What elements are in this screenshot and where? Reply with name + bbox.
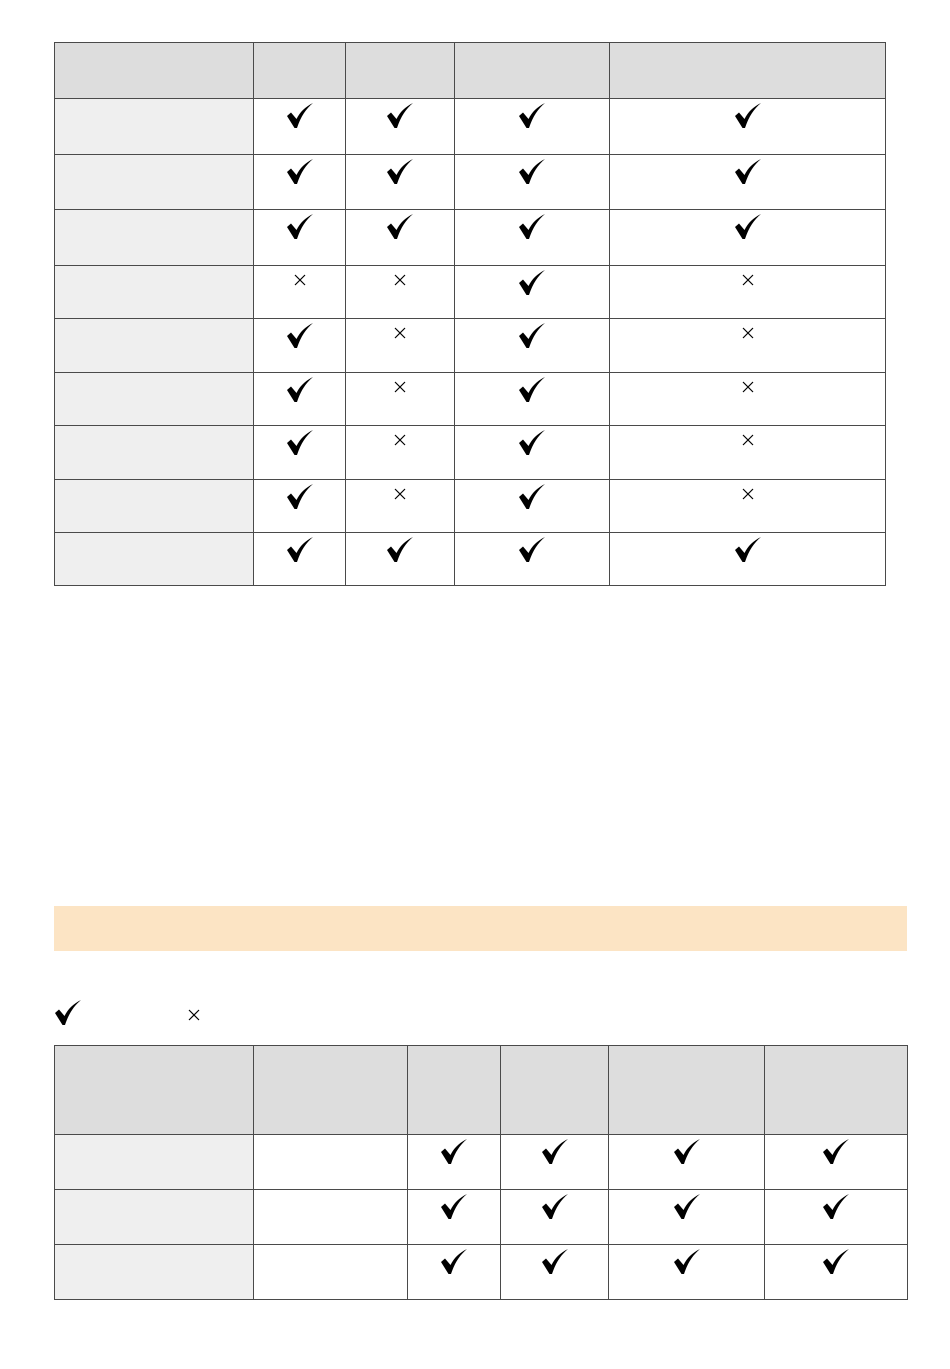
- row-header-cell: [55, 210, 254, 266]
- table-cell: [408, 1190, 501, 1245]
- check-icon: [734, 537, 762, 563]
- legend: [54, 1000, 354, 1030]
- check-icon: [286, 214, 314, 240]
- table-cell: [501, 1245, 609, 1300]
- header-cell: [455, 43, 610, 99]
- table-cell: [346, 426, 455, 480]
- header-cell: [610, 43, 886, 99]
- header-cell: [254, 43, 346, 99]
- table-cell: [610, 99, 886, 155]
- check-icon: [286, 159, 314, 185]
- cross-icon: [394, 327, 406, 339]
- table-cell: [254, 373, 346, 426]
- check-icon: [286, 430, 314, 456]
- table-cell: [610, 210, 886, 266]
- table-cell: [408, 1245, 501, 1300]
- function-table-2: [54, 1045, 908, 1300]
- function-table-1: [54, 42, 886, 586]
- table-cell: [254, 1245, 408, 1300]
- table-row: [55, 373, 886, 426]
- table-row: [55, 533, 886, 586]
- table-cell: [455, 533, 610, 586]
- table-row: [55, 480, 886, 533]
- row-header-cell: [55, 1245, 254, 1300]
- table-row: [55, 1190, 908, 1245]
- table-cell: [346, 319, 455, 373]
- check-icon: [673, 1139, 701, 1165]
- check-icon: [286, 323, 314, 349]
- table-cell: [609, 1190, 765, 1245]
- check-icon: [518, 430, 546, 456]
- check-icon: [518, 159, 546, 185]
- table-cell: [765, 1135, 908, 1190]
- check-icon: [822, 1249, 850, 1275]
- cross-icon: [394, 434, 406, 446]
- row-header-cell: [55, 155, 254, 210]
- check-icon: [518, 270, 546, 296]
- table-cell: [610, 533, 886, 586]
- check-icon: [440, 1194, 468, 1220]
- table-cell: [455, 99, 610, 155]
- table-cell: [346, 533, 455, 586]
- check-icon: [518, 214, 546, 240]
- table-cell: [765, 1245, 908, 1300]
- table-row: [55, 210, 886, 266]
- table-cell: [455, 210, 610, 266]
- table-row: [55, 99, 886, 155]
- row-header-cell: [55, 480, 254, 533]
- cross-icon: [742, 381, 754, 393]
- check-icon: [734, 214, 762, 240]
- header-cell: [609, 1046, 765, 1135]
- header-cell: [501, 1046, 609, 1135]
- table-cell: [408, 1135, 501, 1190]
- table-cell: [254, 319, 346, 373]
- cross-icon: [742, 434, 754, 446]
- table-cell: [346, 99, 455, 155]
- cross-icon: [188, 1008, 200, 1026]
- table-cell: [609, 1135, 765, 1190]
- cross-icon: [394, 488, 406, 500]
- table-cell: [254, 533, 346, 586]
- check-icon: [822, 1194, 850, 1220]
- table-cell: [254, 155, 346, 210]
- check-icon: [822, 1139, 850, 1165]
- table-cell: [254, 210, 346, 266]
- table-header-row: [55, 1046, 908, 1135]
- row-header-cell: [55, 1135, 254, 1190]
- table-cell: [609, 1245, 765, 1300]
- check-icon: [518, 377, 546, 403]
- check-icon: [541, 1249, 569, 1275]
- header-cell: [408, 1046, 501, 1135]
- table-cell: [455, 480, 610, 533]
- row-header-cell: [55, 319, 254, 373]
- cross-icon: [742, 274, 754, 286]
- table-cell: [610, 319, 886, 373]
- table-cell: [455, 266, 610, 319]
- table-cell: [346, 480, 455, 533]
- check-icon: [673, 1194, 701, 1220]
- table-cell: [455, 373, 610, 426]
- section-heading-banner: [54, 906, 907, 951]
- check-icon: [541, 1139, 569, 1165]
- table-cell: [501, 1135, 609, 1190]
- table-cell: [610, 426, 886, 480]
- check-icon: [734, 159, 762, 185]
- check-icon: [734, 103, 762, 129]
- table-cell: [254, 480, 346, 533]
- table-row: [55, 266, 886, 319]
- table-cell: [254, 1190, 408, 1245]
- check-icon: [440, 1139, 468, 1165]
- check-icon: [518, 537, 546, 563]
- cross-icon: [394, 381, 406, 393]
- table-cell: [254, 99, 346, 155]
- check-icon: [518, 323, 546, 349]
- table-row: [55, 319, 886, 373]
- check-icon: [386, 159, 414, 185]
- row-header-cell: [55, 99, 254, 155]
- row-header-cell: [55, 266, 254, 319]
- header-cell: [55, 43, 254, 99]
- table-row: [55, 426, 886, 480]
- table-cell: [346, 266, 455, 319]
- table-cell: [765, 1190, 908, 1245]
- row-header-cell: [55, 373, 254, 426]
- check-icon: [286, 377, 314, 403]
- table-cell: [610, 266, 886, 319]
- table-cell: [501, 1190, 609, 1245]
- table-cell: [455, 155, 610, 210]
- header-cell: [254, 1046, 408, 1135]
- check-icon: [386, 103, 414, 129]
- check-icon: [541, 1194, 569, 1220]
- header-cell: [346, 43, 455, 99]
- check-icon: [386, 214, 414, 240]
- check-icon: [518, 484, 546, 510]
- table-cell: [610, 480, 886, 533]
- row-header-cell: [55, 533, 254, 586]
- table-cell: [254, 426, 346, 480]
- table-cell: [346, 210, 455, 266]
- table-cell: [610, 155, 886, 210]
- row-header-cell: [55, 426, 254, 480]
- table-header-row: [55, 43, 886, 99]
- check-icon: [286, 103, 314, 129]
- header-cell: [765, 1046, 908, 1135]
- table-row: [55, 155, 886, 210]
- check-icon: [54, 1000, 82, 1031]
- cross-icon: [742, 488, 754, 500]
- table-cell: [254, 266, 346, 319]
- row-header-cell: [55, 1190, 254, 1245]
- check-icon: [286, 484, 314, 510]
- cross-icon: [394, 274, 406, 286]
- table-cell: [455, 426, 610, 480]
- table-cell: [346, 373, 455, 426]
- check-icon: [386, 537, 414, 563]
- table-cell: [610, 373, 886, 426]
- cross-icon: [742, 327, 754, 339]
- cross-icon: [294, 274, 306, 286]
- check-icon: [518, 103, 546, 129]
- check-icon: [673, 1249, 701, 1275]
- header-cell: [55, 1046, 254, 1135]
- table-row: [55, 1245, 908, 1300]
- table-cell: [346, 155, 455, 210]
- check-icon: [440, 1249, 468, 1275]
- table-row: [55, 1135, 908, 1190]
- check-icon: [286, 537, 314, 563]
- table-cell: [455, 319, 610, 373]
- table-cell: [254, 1135, 408, 1190]
